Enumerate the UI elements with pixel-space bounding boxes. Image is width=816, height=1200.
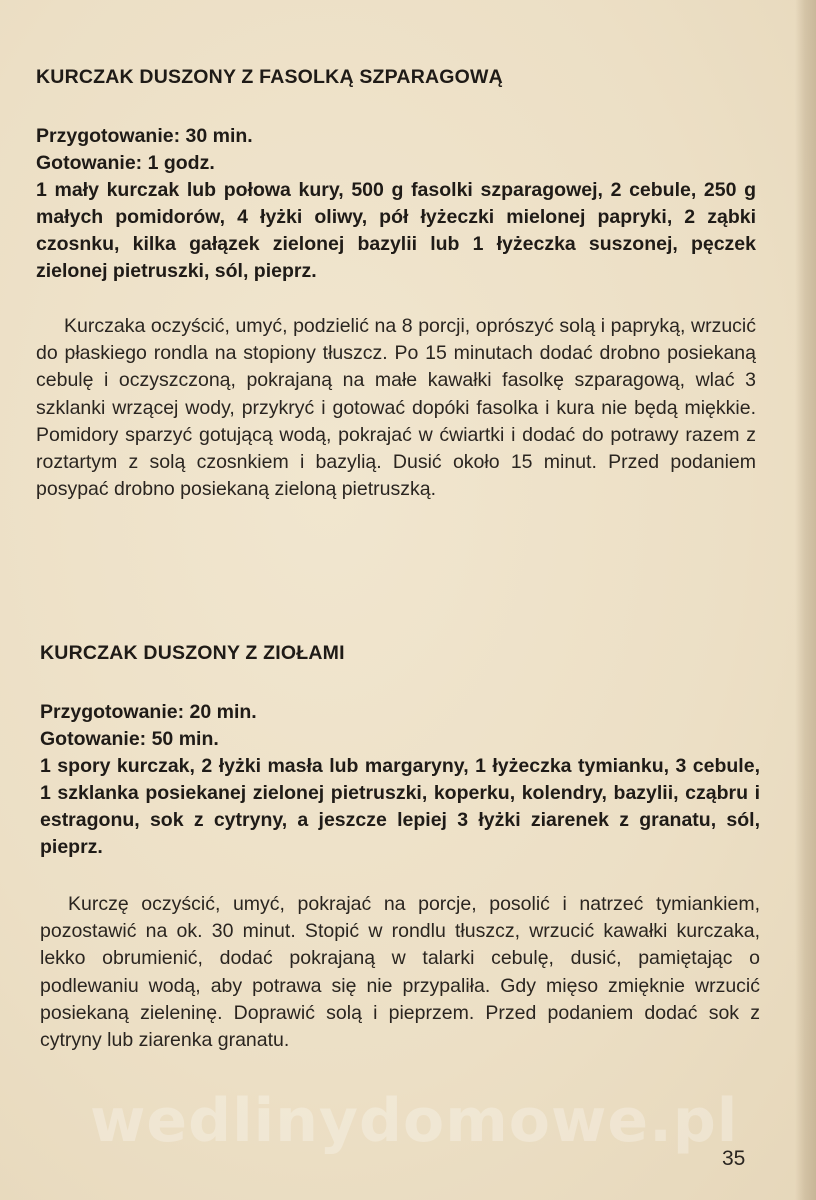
cook-time: Gotowanie: 1 godz. [36,152,215,174]
prep-time: Przygotowanie: 20 min. [40,701,257,723]
recipe-title: KURCZAK DUSZONY Z ZIOŁAMI [40,642,345,664]
recipe-title: KURCZAK DUSZONY Z FASOLKĄ SZPARAGOWĄ [36,66,503,88]
preparation-method: Kurczaka oczyścić, umyć, podzielić na 8 porcji, oprószyć solą i papryką, wrzucić do płaskiego rondla na stopiony tłuszcz. Po 15 minutach dodać drobno posiekaną cebulę i oczyszczoną, pokrajaną na małe kawałki fasolkę szparagową, wlać 3 szklanki wrzącej wody, przykryć i gotować dopóki fasolka i kura nie będą miękkie. Pomidory sparzyć gotującą wodą, pokrajać w ćwiartki i dodać do potrawy razem z roztartym z solą czosnkiem i bazylią. Dusić około 15 minut. Przed podaniem posypać drobno posiekaną zieloną pietruszką. [36,315,756,501]
cook-time: Gotowanie: 50 min. [40,728,219,750]
recipe-chicken-green-beans [36,66,756,503]
preparation-method: Kurczę oczyścić, umyć, pokrajać na porcje, posolić i natrzeć tymiankiem, pozostawić na ok. 30 minut. Stopić w rondlu tłuszcz, wrzucić kawałki kurczaka, lekko obrumienić, dodać pokrajaną w talarki cebulę, dusić, pamiętając o podlewaniu wodą, aby potrawa się nie przypaliła. Gdy mięso zmięknie wrzucić posiekaną zieleninę. Doprawić solą i pieprzem. Przed podaniem dodać sok z cytryny lub ziarenka granatu. [40,893,760,1052]
ingredients-list: 1 spory kurczak, 2 łyżki masła lub margaryny, 1 łyżeczka tymianku, 3 cebule, 1 szklanka posiekanej zielonej pietruszki, koperku, kolendry, bazylii, cząbru i estragonu, sok z cytryny, a jeszcze lepiej 3 łyżki ziarenek z granatu, sól, pieprz. [40,755,760,858]
prep-time: Przygotowanie: 30 min. [36,125,253,147]
page-number: 35 [722,1147,746,1170]
ingredients-list: 1 mały kurczak lub połowa kury, 500 g fasolki szparagowej, 2 cebule, 250 g małych pomidorów, 4 łyżki oliwy, pół łyżeczki mielonej papryki, 2 ząbki czosnku, kilka gałązek zielonej bazylii lub 1 łyżeczka suszonej, pęczek zielonej pietruszki, sól, pieprz. [36,179,756,282]
recipe-chicken-herbs [40,642,760,1054]
watermark: wedlinydomowe.pl [90,1086,739,1156]
